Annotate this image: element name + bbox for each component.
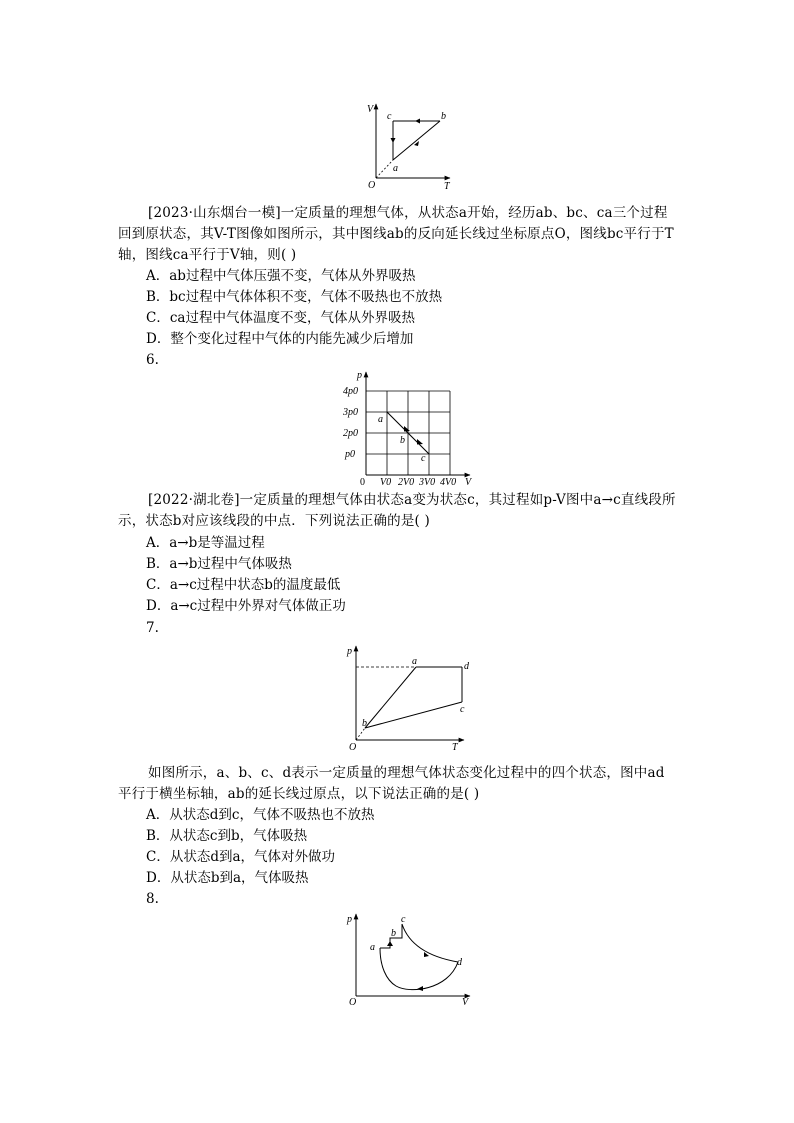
option-c: C．a→c过程中状态b的温度最低 [146,577,341,593]
origin-label: 0 [360,477,365,488]
question-7-options [146,805,374,889]
question-8-number: 8. [146,891,159,907]
pv-loop-diagram [340,910,480,1006]
axis-y-label: p [347,914,352,925]
arrow-bc [417,439,423,445]
point-label: c [387,111,392,122]
y-tick-label: p0 [345,449,355,460]
pt-diagram [340,640,480,752]
pv-loop-svg [340,910,480,1006]
line-ab [393,121,440,160]
option-a: A．从状态d到c，气体不吸热也不放热 [146,807,375,823]
axis-y-label: V [367,104,374,115]
curve-cd [402,924,458,962]
option-b: B．a→b过程中气体吸热 [146,556,292,572]
question-6-options [146,533,346,617]
arrow-ab [404,426,410,432]
origin-label: O [349,742,357,753]
vt-diagram-svg [360,100,460,192]
point-label: d [457,957,462,968]
option-d: D．整个变化过程中气体的内能先减少后增加 [146,331,414,347]
line-ab [365,667,416,728]
origin-label: O [349,997,357,1008]
axis-x-label: T [444,181,450,192]
point-label: d [464,661,469,672]
arrow-bc [415,119,420,124]
option-b: B．bc过程中气体体积不变，气体不吸热也不放热 [146,289,443,305]
option-b: B．从状态c到b，气体吸热 [146,828,308,844]
y-tick-label: 3p0 [343,407,358,418]
option-a: A．ab过程中气体压强不变，气体从外界吸热 [146,268,416,284]
point-label: b [362,718,367,729]
question-6-stem: [2022·湖北卷]一定质量的理想气体由状态a变为状态c，其过程如p-V图中a→c直线段所示，状态b对应该线段的中点．下列说法正确的是( ) [118,492,676,529]
axis-y-label: p [357,370,362,381]
point-label: c [401,914,406,925]
question-7-stem: 如图所示，a、b、c、d表示一定质量的理想气体状态变化过程中的四个状态，图中ad平行于横坐标轴，ab的延长线过原点，以下说法正确的是( ) [118,765,665,802]
question-5-stem: [2023·山东烟台一模]一定质量的理想气体，从状态a开始，经历ab、bc、ca三个过程回到原状态，其V-T图像如图所示，其中图线ab的反向延长线过坐标原点O，图线bc平行于T轴，图线ca平行于V轴，则( ) [118,205,674,263]
extension-line [376,160,393,178]
curve-da [380,948,458,990]
line-cb [365,702,462,728]
arrow-ca [391,138,396,143]
y-tick-label: 4p0 [343,386,358,397]
arrow-da [417,986,423,991]
arrow-ab [387,941,393,946]
point-label: b [400,435,405,446]
option-d: D．从状态b到a，气体吸热 [146,870,309,886]
x-tick-label: 2V0 [398,477,415,488]
axis-x-label: T [452,742,458,753]
question-7-number: 7. [146,620,159,636]
x-tick-label: 3V0 [419,477,436,488]
option-d: D．a→c过程中外界对气体做正功 [146,598,346,614]
option-a: A．a→b是等温过程 [146,535,265,551]
point-label: a [378,414,383,425]
point-label: b [441,111,446,122]
y-tick-label: 2p0 [343,428,358,439]
x-tick-label: V0 [380,477,392,488]
point-label: a [412,656,417,667]
axis-y-label: p [347,646,352,657]
extension-line [356,728,365,740]
option-c: C．从状态d到a，气体对外做功 [146,849,336,865]
point-label: b [391,928,396,939]
point-label: c [460,704,465,715]
point-label: a [393,163,398,174]
x-tick-label: 4V0 [440,477,457,488]
question-6-number: 6. [146,352,159,368]
origin-label: O [368,180,376,191]
pv-grid-svg [340,368,480,486]
point-label: c [421,453,426,464]
axis-x-label: V [465,477,472,488]
point-label: a [370,942,375,953]
pt-diagram-svg [340,640,480,752]
axis-x-label: V [462,997,469,1008]
pv-grid-diagram [340,368,480,486]
vt-diagram [360,100,460,192]
question-5-options [146,266,442,350]
option-c: C．ca过程中气体温度不变，气体从外界吸热 [146,310,415,326]
